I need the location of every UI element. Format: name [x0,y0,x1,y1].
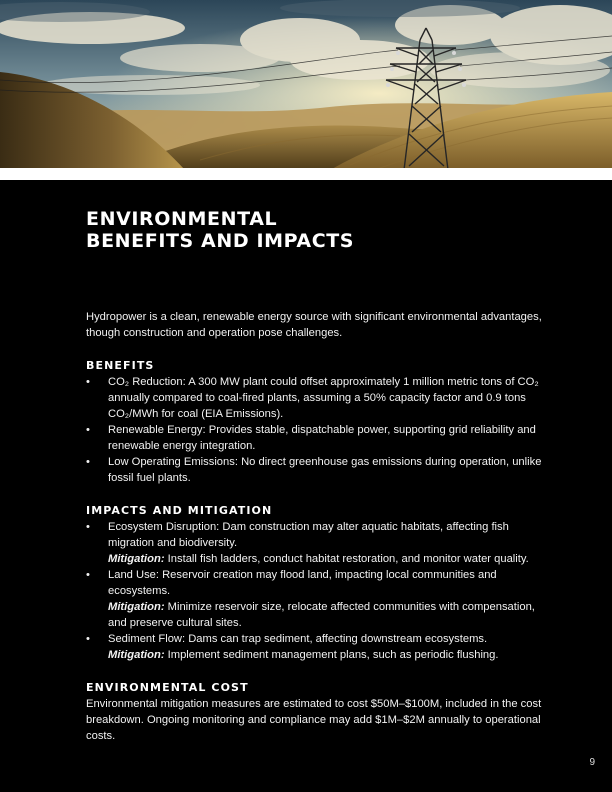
bullet-icon: • [86,376,90,388]
page-title-line-2: BENEFITS AND IMPACTS [86,230,355,252]
list-item [86,454,554,486]
mitigation-label: Mitigation: [108,601,165,613]
bullet-icon: • [86,521,90,533]
mitigation-text: Install fish ladders, conduct habitat restoration, and monitor water quality. [167,553,529,565]
page-title-line-1: ENVIRONMENTAL [86,208,278,230]
list-item [86,631,554,663]
bullet-icon: • [86,569,90,581]
list-item-text: Land Use: Reservoir creation may flood land, impacting local communities and ecosystems. [108,569,497,597]
list-item-text: Renewable Energy: Provides stable, dispatchable power, supporting grid reliability and renewable energy integration. [108,424,536,452]
mitigation-label: Mitigation: [108,553,165,565]
list-item-text: Ecosystem Disruption: Dam construction may alter aquatic habitats, affecting fish migration and biodiversity. [108,521,509,549]
list-item [86,519,554,567]
impacts-list [86,519,554,663]
list-item [86,567,554,631]
bullet-icon: • [86,633,90,645]
list-item [86,422,554,454]
article-body [86,309,554,744]
page-title [86,208,526,252]
hero-divider [0,168,612,180]
list-item-text: Low Operating Emissions: No direct greenhouse gas emissions during operation, unlike fossil fuel plants. [108,456,542,484]
page-number: 9 [589,757,595,768]
list-item-text: Sediment Flow: Dams can trap sediment, affecting downstream ecosystems. [108,633,488,645]
list-item-text: CO₂ Reduction: A 300 MW plant could offset approximately 1 million metric tons of CO₂ annually compared to coal-fired plants, assuming a 50% capacity factor and 0.9 tons CO₂/MWh for coal (EIA Emissions). [108,376,539,420]
mitigation-label: Mitigation: [108,649,165,661]
cost-heading: ENVIRONMENTAL COST [86,681,249,694]
bullet-icon: • [86,424,90,436]
impacts-heading: IMPACTS AND MITIGATION [86,504,273,517]
benefits-heading: BENEFITS [86,359,155,372]
mitigation-text: Minimize reservoir size, relocate affected communities with compensation, and preserve cultural sites. [108,601,535,629]
cost-paragraph: Environmental mitigation measures are estimated to cost $50M–$100M, included in the cost breakdown. Ongoing monitoring and compliance may add $1M–$2M annually to operational costs. [86,698,542,742]
intro-paragraph: Hydropower is a clean, renewable energy source with significant environmental advantages, though construction and operation pose challenges. [86,311,542,339]
hero-image [0,0,612,170]
benefits-list [86,374,554,486]
landscape-illustration [0,0,612,170]
list-item [86,374,554,422]
mitigation-text: Implement sediment management plans, such as periodic flushing. [167,649,499,661]
bullet-icon: • [86,456,90,468]
